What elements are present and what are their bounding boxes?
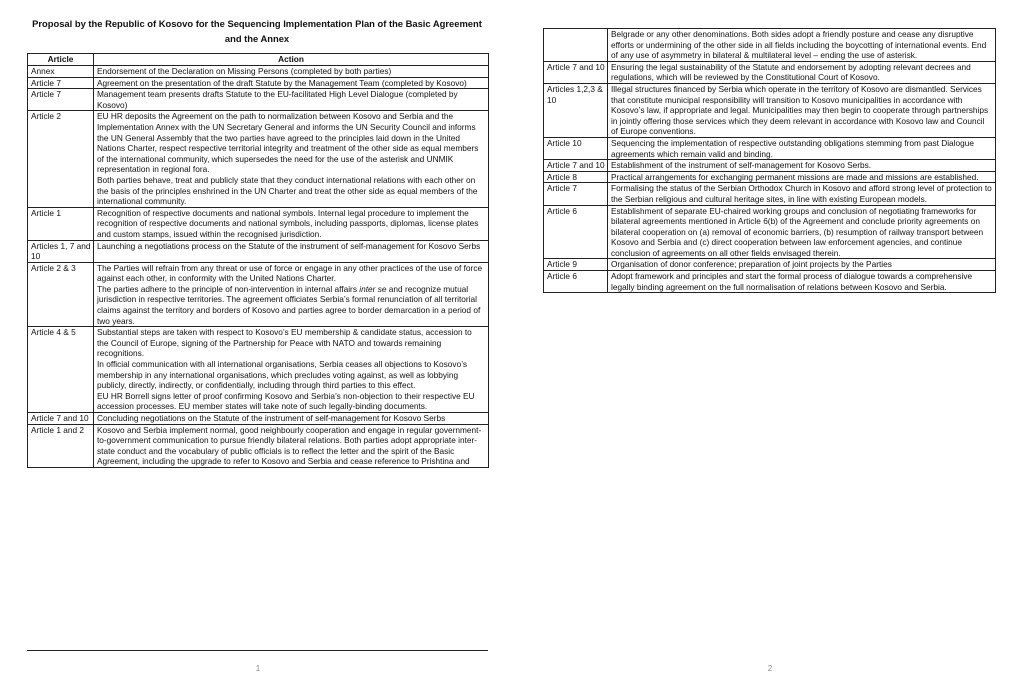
action-cell	[94, 424, 489, 467]
article-cell: Articles 1, 7 and 10	[28, 240, 94, 262]
table-row	[28, 89, 489, 111]
table-clip	[0, 0, 490, 651]
column-header-action: Action	[94, 54, 489, 66]
page-2	[532, 0, 1022, 679]
action-cell	[94, 66, 489, 78]
table-row	[544, 83, 996, 137]
article-cell: Article 9	[544, 259, 608, 271]
action-paragraph: Formalising the status of the Serbian Orthodox Church in Kosovo and afford strong level of protection to the Serbian religious and cultural heritage sites, in line with existing European models.	[611, 183, 992, 204]
article-cell: Article 7	[28, 89, 94, 111]
table-row	[544, 259, 996, 271]
action-cell	[608, 137, 996, 159]
action-cell	[608, 29, 996, 62]
table-row	[28, 111, 489, 207]
article-cell: Annex	[28, 66, 94, 78]
action-paragraph: Establishment of the instrument of self-management for Kosovo Serbs.	[611, 160, 872, 171]
action-paragraph: Organisation of donor conference; preparation of joint projects by the Parties	[611, 259, 892, 270]
action-paragraph: EU HR deposits the Agreement on the path to normalization between Kosovo and Serbia and the Implementation Annex with the UN Secretary General and informs the UN Security Council and informs the UN General Assembly that the two parties have agreed to the principles laid down in the United Nations Charter, respect respective territorial integrity and treatment of the other side as equal members of the international community, which supersedes the need for the use of the asterisk and UNMIK representation in regional fora.	[97, 111, 479, 175]
table-row	[544, 29, 996, 62]
action-cell	[94, 327, 489, 413]
article-cell: Article 6	[544, 271, 608, 293]
action-cell	[94, 240, 489, 262]
table-row	[28, 77, 489, 89]
action-cell	[608, 160, 996, 172]
action-paragraph: The parties adhere to the principle of non-intervention in internal affairs inter se and recognize mutual jurisdiction in respective territories. The agreement officiates Serbia’s formal renunciation of all territorial claims against the territory and borders of Kosovo and parties agree to border demarcation in a period of two years.	[97, 283, 481, 326]
page-number: 2	[767, 664, 773, 673]
article-cell: Article 6	[544, 205, 608, 259]
table-row	[544, 160, 996, 172]
page-1	[0, 0, 490, 679]
table-row	[544, 183, 996, 205]
table-row	[544, 171, 996, 183]
action-cell	[94, 207, 489, 240]
article-cell: Article 1 and 2	[28, 424, 94, 467]
article-cell: Article 7 and 10	[544, 61, 608, 83]
action-paragraph: Endorsement of the Declaration on Missing Persons (completed by both parties)	[97, 66, 392, 76]
action-paragraph: Adopt framework and principles and start the formal process of dialogue towards a comprehensive legally binding agreement on the full normalisation of relations between Kosovo and Serbia.	[611, 271, 973, 292]
table-row	[28, 66, 489, 78]
action-paragraph: In official communication with all international organisations, Serbia ceases all objections to Kosovo’s membership in any international organisations, which precludes voting against, as well as lobbying publicly, directly, indirectly, or confidentially, including through third parties to this effect.	[97, 359, 468, 391]
table-row	[28, 262, 489, 327]
article-cell: Article 7 and 10	[28, 413, 94, 425]
action-cell	[608, 171, 996, 183]
action-paragraph: Kosovo and Serbia implement normal, good neighbourly cooperation and engage in regular government-to-government communication to pursue friendly bilateral relations. Both parties adopt appropriate inter-state conduct and the vocabulary of public officials is to reflect the letter and the spirit of the Basic Agreement, including the upgrade to refer to Kosovo and Serbia and cease reference to Prishtina and	[97, 424, 482, 467]
table-row	[544, 137, 996, 159]
article-cell: Article 10	[544, 137, 608, 159]
article-cell: Article 4 & 5	[28, 327, 94, 413]
action-paragraph: Both parties behave, treat and publicly state that they conduct international relations with each other on the basis of the principles enshrined in the UN Charter and treat the other side as equal members of the international community.	[97, 174, 478, 207]
action-cell	[608, 271, 996, 293]
action-paragraph: Belgrade or any other denominations. Both sides adopt a friendly posture and cease any disruptive efforts or undermining of the other side in all fields including the boycotting of international events. End of any use of asymmetry in bilateral & multilateral level – ending the use of asterisk.	[611, 29, 987, 61]
action-cell	[608, 205, 996, 259]
action-paragraph: Sequencing the implementation of respective outstanding obligations stemming from past Dialogue agreements which remain valid and binding.	[611, 137, 974, 159]
action-cell	[94, 77, 489, 89]
action-paragraph: Practical arrangements for exchanging permanent missions are made and missions are established.	[611, 171, 979, 182]
table-row	[28, 207, 489, 240]
article-cell: Article 8	[544, 171, 608, 183]
action-paragraph: Establishment of separate EU-chaired working groups and conclusion of negotiating frameworks for bilateral agreements mentioned in Article 6(b) of the Agreement and conclude priority agreements on bilateral cooperation on (a) removal of economic barriers, (b) resumption of railway transport between Kosovo and Serbia and (c) direct cooperation between law enforcement agencies, and continue conclusion of agreements on all other fields envisaged therein.	[611, 205, 984, 258]
action-cell	[94, 89, 489, 111]
article-cell	[544, 29, 608, 62]
table-row	[544, 205, 996, 259]
article-cell: Article 7 and 10	[544, 160, 608, 172]
action-cell	[608, 259, 996, 271]
action-paragraph: Concluding negotiations on the Statute of the instrument of self-management for Kosovo Serbs	[97, 413, 446, 423]
action-cell	[608, 83, 996, 137]
action-cell	[608, 183, 996, 205]
page-number: 1	[255, 664, 261, 673]
latin-phrase: inter se	[359, 283, 387, 294]
action-paragraph: The Parties will refrain from any threat or use of force or engage in any other practices of the use of force against each other, in conformity with the United Nations Charter.	[97, 262, 483, 284]
table-row	[28, 327, 489, 413]
article-cell: Article 1	[28, 207, 94, 240]
action-paragraph: Management team presents drafts Statute to the EU-facilitated High Level Dialogue (completed by Kosovo)	[97, 89, 458, 110]
action-paragraph: Agreement on the presentation of the draft Statute by the Management Team (completed by Kosovo)	[97, 77, 467, 88]
column-header-article: Article	[28, 54, 94, 66]
table-body	[28, 66, 489, 468]
table-row	[28, 413, 489, 425]
action-paragraph: Illegal structures financed by Serbia which operate in the territory of Kosovo are dismantled. Services that constitute municipal responsibility will transition to Kosovo municipalities in accordance with Kosovo’s law, if appropriate and legal. Municipalities may then begin to cooperate through partnerships in jointly offering those services which they deem relevant in accordance with Kosovo law and Council of Europe conventions.	[611, 83, 989, 137]
article-cell: Article 7	[28, 77, 94, 89]
action-paragraph: Ensuring the legal sustainability of the Statute and endorsement by adopting relevant decrees and regulations, which will be reviewed by the Constitutional Court of Kosovo.	[611, 61, 971, 83]
table-row	[544, 61, 996, 83]
table-bottom-border	[27, 650, 488, 651]
action-cell	[608, 61, 996, 83]
article-cell: Article 2 & 3	[28, 262, 94, 327]
action-cell	[94, 413, 489, 425]
article-cell: Article 2	[28, 111, 94, 207]
document-title: Proposal by the Republic of Kosovo for the Sequencing Implementation Plan of the Basic Agreement and the Annex	[32, 18, 482, 44]
table-row	[28, 424, 489, 467]
action-cell	[94, 262, 489, 327]
action-paragraph: Recognition of respective documents and national symbols. Internal legal procedure to implement the recognition of respective documents and national symbols, including passports, diplomas, license plates and custom stamps, issued within the recognised jurisdiction.	[97, 207, 479, 239]
table-row	[544, 271, 996, 293]
action-paragraph: Launching a negotiations process on the Statute of the instrument of self-management for Kosovo Serbs	[97, 240, 481, 251]
sequencing-table-page-1	[27, 53, 489, 468]
action-paragraph: Substantial steps are taken with respect to Kosovo’s EU membership & candidate status, accession to the Council of Europe, signing of the Partnership for Peace with NATO and towards remaining recognitions.	[97, 327, 472, 359]
article-cell: Article 7	[544, 183, 608, 205]
table-row	[28, 240, 489, 262]
article-cell: Articles 1,2,3 & 10	[544, 83, 608, 137]
sequencing-table-page-2	[543, 28, 996, 293]
table-header-row	[28, 54, 489, 66]
action-cell	[94, 111, 489, 207]
table-body	[544, 29, 996, 293]
action-paragraph: EU HR Borrell signs letter of proof confirming Kosovo and Serbia’s non-objection to their respective EU accession processes. EU member states will take note of such legally-binding documents.	[97, 390, 475, 412]
